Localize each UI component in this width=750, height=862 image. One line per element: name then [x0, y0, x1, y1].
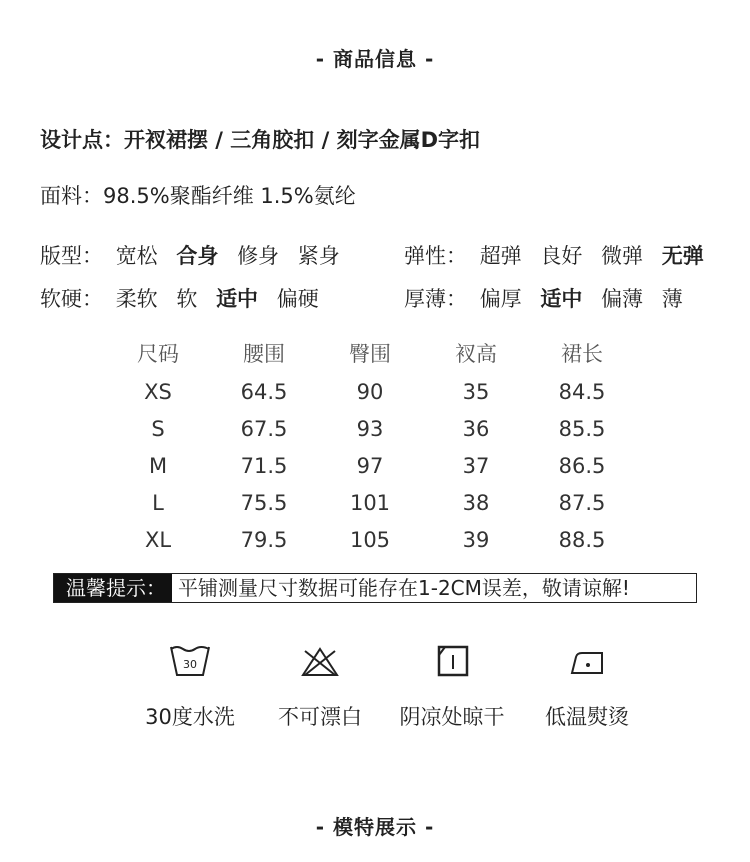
table-cell: 90 — [356, 379, 384, 404]
no-bleach-icon — [299, 643, 341, 679]
table-cell: XL — [144, 527, 172, 552]
note-tag: 温馨提示： — [54, 574, 172, 602]
header-size: 尺码 — [137, 342, 179, 366]
size-table-header — [105, 333, 635, 373]
fit-option: 修身 — [237, 244, 280, 268]
care-label: 30度水洗 — [145, 705, 235, 729]
model-section-title: - 模特展示 - — [315, 815, 435, 839]
thickness-option: 薄 — [661, 287, 683, 311]
table-cell: 36 — [462, 416, 490, 441]
fit-option: 紧身 — [297, 244, 340, 268]
fit-option-selected: 合身 — [176, 244, 219, 268]
table-cell: 101 — [349, 490, 391, 515]
table-cell: 67.5 — [240, 416, 288, 441]
table-cell: 39 — [462, 527, 490, 552]
fit-row — [40, 240, 352, 270]
svg-text:30: 30 — [183, 658, 197, 671]
care-label: 阴凉处晾干 — [399, 705, 505, 729]
table-cell: 105 — [349, 527, 391, 552]
header-waist: 腰围 — [243, 342, 285, 366]
softness-option: 偏硬 — [276, 287, 319, 311]
size-table — [105, 333, 635, 558]
elasticity-option: 良好 — [540, 244, 583, 268]
info-section-title: - 商品信息 - — [315, 47, 435, 71]
line-dry-shade-icon — [431, 643, 473, 679]
table-row — [105, 373, 635, 410]
table-cell: 84.5 — [558, 379, 606, 404]
table-cell: 86.5 — [558, 453, 606, 478]
table-cell: 87.5 — [558, 490, 606, 515]
thickness-option: 偏薄 — [601, 287, 644, 311]
fit-option: 宽松 — [115, 244, 158, 268]
table-cell: 79.5 — [240, 527, 288, 552]
softness-option: 软 — [176, 287, 198, 311]
table-cell: 97 — [356, 453, 384, 478]
elasticity-option-selected: 无弹 — [661, 244, 704, 268]
low-iron-icon — [566, 643, 608, 679]
table-cell: 75.5 — [240, 490, 288, 515]
table-cell: XS — [144, 379, 172, 404]
table-cell: 38 — [462, 490, 490, 515]
softness-label: 软硬： — [40, 287, 103, 311]
header-hip: 臀围 — [349, 342, 391, 366]
table-cell: 88.5 — [558, 527, 606, 552]
care-item-no-bleach — [245, 643, 395, 731]
table-cell: 93 — [356, 416, 384, 441]
table-cell: S — [151, 416, 165, 441]
thickness-option-selected: 适中 — [540, 287, 583, 311]
table-cell: 37 — [462, 453, 490, 478]
header-skirt-length: 裙长 — [561, 342, 603, 366]
care-label: 低温熨烫 — [545, 705, 629, 729]
care-item-dry-shade — [377, 643, 527, 731]
wash-30-icon — [169, 643, 211, 679]
elasticity-row — [404, 240, 716, 270]
table-cell: 35 — [462, 379, 490, 404]
care-label: 不可漂白 — [278, 705, 362, 729]
thickness-row — [404, 283, 695, 313]
elasticity-option: 超弹 — [479, 244, 522, 268]
fabric-composition: 面料：98.5%聚酯纤维 1.5%氨纶 — [40, 184, 356, 208]
thickness-option: 偏厚 — [479, 287, 522, 311]
table-row — [105, 521, 635, 558]
table-cell: 64.5 — [240, 379, 288, 404]
softness-option-selected: 适中 — [216, 287, 259, 311]
header-slit-height: 衩高 — [455, 342, 497, 366]
care-item-wash — [115, 643, 265, 731]
table-cell: 85.5 — [558, 416, 606, 441]
table-row — [105, 447, 635, 484]
elasticity-option: 微弹 — [601, 244, 644, 268]
design-points: 设计点：开衩裙摆 / 三角胶扣 / 刻字金属D字扣 — [40, 128, 481, 152]
fit-label: 版型： — [40, 244, 103, 268]
softness-row — [40, 283, 331, 313]
thickness-label: 厚薄： — [404, 287, 467, 311]
table-row — [105, 410, 635, 447]
table-cell: M — [148, 453, 168, 478]
elasticity-label: 弹性： — [404, 244, 467, 268]
softness-option: 柔软 — [115, 287, 158, 311]
note-text: 平铺测量尺寸数据可能存在1-2CM误差，敬请谅解! — [178, 576, 630, 600]
care-item-iron — [512, 643, 662, 731]
table-cell: 71.5 — [240, 453, 288, 478]
table-row — [105, 484, 635, 521]
table-cell: L — [152, 490, 164, 515]
measurement-note — [53, 573, 697, 603]
